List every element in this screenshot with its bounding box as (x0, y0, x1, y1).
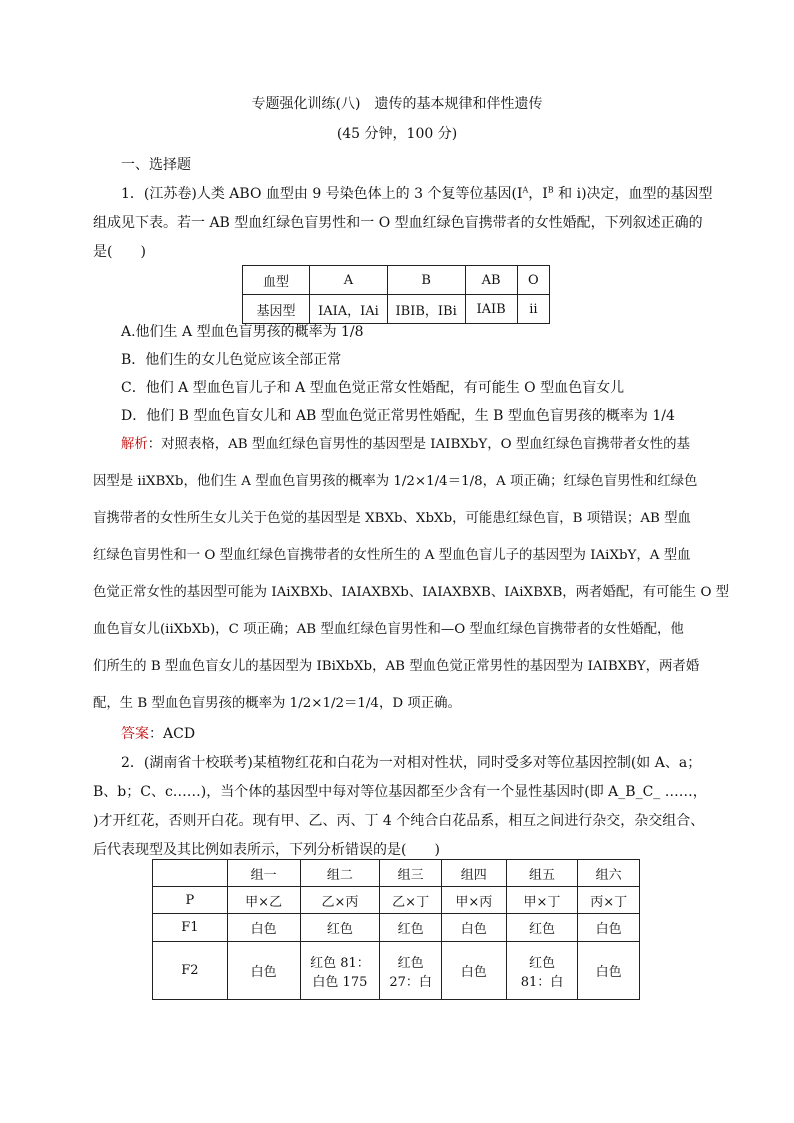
q1-explanation-line5: 色觉正常女性的基因型可能为 IAiXBXb、IAIAXBXb、IAIAXBXB、IAiXBXB，两者婚配，有可能生 O 型 (93, 585, 730, 600)
q1-stem-line2: 组成见下表。若一 AB 型血红绿色盲男性和一 O 型血红绿色盲携带者的女性婚配，下列叙述正确的 (93, 215, 703, 231)
table-cell: O (517, 266, 549, 295)
q1-explanation-line1: 解析：对照表格，AB 型血红绿色盲男性的基因型是 IAIBXbY，O 型血红绿色盲携带者女性的基 (121, 437, 690, 452)
table-cell: 组三 (380, 860, 442, 887)
table-cell: B (387, 266, 465, 295)
table-cell: IBIB，IBi (387, 295, 465, 324)
table-cell: 甲×丙 (441, 887, 506, 914)
q1-explanation-line2: 因型是 iiXBXb，他们生 A 型血色盲男孩的概率为 1/2×1/4＝1/8，A 项正确；红绿色盲男性和红绿色 (93, 474, 698, 489)
table-cell: 红色 (300, 914, 380, 942)
table-cell: 组二 (300, 860, 380, 887)
q1-answer: 答案：ACD (121, 726, 196, 742)
q1-explanation-line3: 盲携带者的女性所生女儿关于色觉的基因型是 XBXb、XbXb，可能患红绿色盲，B 项错误；AB 型血 (93, 511, 691, 526)
table-cell: 白色 (227, 942, 300, 1000)
explanation-label: 解析 (121, 437, 148, 452)
q1-option-a: A.他们生 A 型血色盲男孩的概率为 1/8 (121, 324, 364, 340)
q1-explanation-line4: 红绿色盲男性和一 O 型血红绿色盲携带者的女性所生的 A 型血色盲儿子的基因型为 IAiXbY，A 型血 (93, 548, 691, 563)
table-cell: 组六 (578, 860, 640, 887)
q2-stem-line2: B、b；C、c……)，当个体的基因型中每对等位基因都至少含有一个显性基因时(即 A_B_C_ ……， (93, 784, 707, 800)
q1-option-d: D．他们 B 型血色盲女儿和 AB 型血色觉正常男性婚配，生 B 型血色盲男孩的概率为 1/4 (121, 408, 675, 424)
q2-cross-table (152, 859, 640, 1000)
q1-explanation-line8: 配，生 B 型血色盲男孩的概率为 1/2×1/2＝1/4，D 项正确。 (93, 696, 461, 711)
table-cell: 乙×丙 (300, 887, 380, 914)
table-cell: 白色 (578, 942, 640, 1000)
table-cell: 白色 (578, 914, 640, 942)
table-cell: 红色 81： 白色 175 (300, 942, 380, 1000)
table-cell: 白色 (441, 942, 506, 1000)
table-cell: 红色 (506, 914, 578, 942)
table-cell: P (153, 887, 228, 914)
table-cell: 红色 (380, 914, 442, 942)
table-cell: AB (465, 266, 517, 295)
table-cell: 组一 (227, 860, 300, 887)
table-cell: F1 (153, 914, 228, 942)
q1-option-c: C．他们 A 型血色盲儿子和 A 型血色觉正常女性婚配，有可能生 O 型血色盲女儿 (121, 380, 625, 396)
q1-explanation-line7: 们所生的 B 型血色盲女儿的基因型为 IBiXbXb，AB 型血色觉正常男性的基因型为 IAIBXBY，两者婚 (93, 659, 700, 674)
table-cell: 红色 81：白 (506, 942, 578, 1000)
table-cell: 血型 (243, 266, 310, 295)
q2-stem-line1: 2．(湖南省十校联考)某植物红花和白花为一对相对性状，同时受多对等位基因控制(如 A、a； (121, 755, 702, 771)
page-subtitle: (45 分钟，100 分) (336, 126, 458, 142)
q1-explanation-line6: 血色盲女儿(iiXbXb)，C 项正确；AB 型血红绿色盲男性和—O 型血红绿色盲携带者的女性婚配，他 (93, 622, 684, 637)
table-cell: 乙×丁 (380, 887, 442, 914)
table-cell: 白色 (441, 914, 506, 942)
section-heading: 一、选择题 (121, 157, 191, 173)
table-cell: F2 (153, 942, 228, 1000)
q1-stem-line1: 1．(江苏卷)人类 ABO 血型由 9 号染色体上的 3 个复等位基因($I^A$，$I^B$ 和 i)决定，血型的基因型 (121, 185, 713, 202)
table-cell: 基因型 (243, 295, 310, 324)
table-cell: 红色 27：白 (380, 942, 442, 1000)
table-cell: 甲×丁 (506, 887, 578, 914)
table-cell: 丙×丁 (578, 887, 640, 914)
q2-stem-line4: 后代表现型及其比例如表所示，下列分析错误的是( ) (93, 842, 440, 858)
table-cell (153, 860, 228, 887)
q1-bloodtype-table (242, 265, 550, 324)
page-title: 专题强化训练(八) 遗传的基本规律和伴性遗传 (251, 96, 543, 112)
table-cell: ii (517, 295, 549, 324)
table-cell: IAIA，IAi (310, 295, 388, 324)
q1-stem-line3: 是( ) (93, 244, 146, 260)
table-cell: A (310, 266, 388, 295)
table-cell: 甲×乙 (227, 887, 300, 914)
answer-label: 答案 (121, 726, 149, 742)
q2-stem-line3: )才开红花，否则开白花。现有甲、乙、丙、丁 4 个纯合白花品系，相互之间进行杂交，杂交组合、 (93, 813, 705, 829)
table-cell: 白色 (227, 914, 300, 942)
table-cell: 组四 (441, 860, 506, 887)
table-cell: IAIB (465, 295, 517, 324)
q1-option-b: B．他们生的女儿色觉应该全部正常 (121, 352, 342, 368)
table-cell: 组五 (506, 860, 578, 887)
